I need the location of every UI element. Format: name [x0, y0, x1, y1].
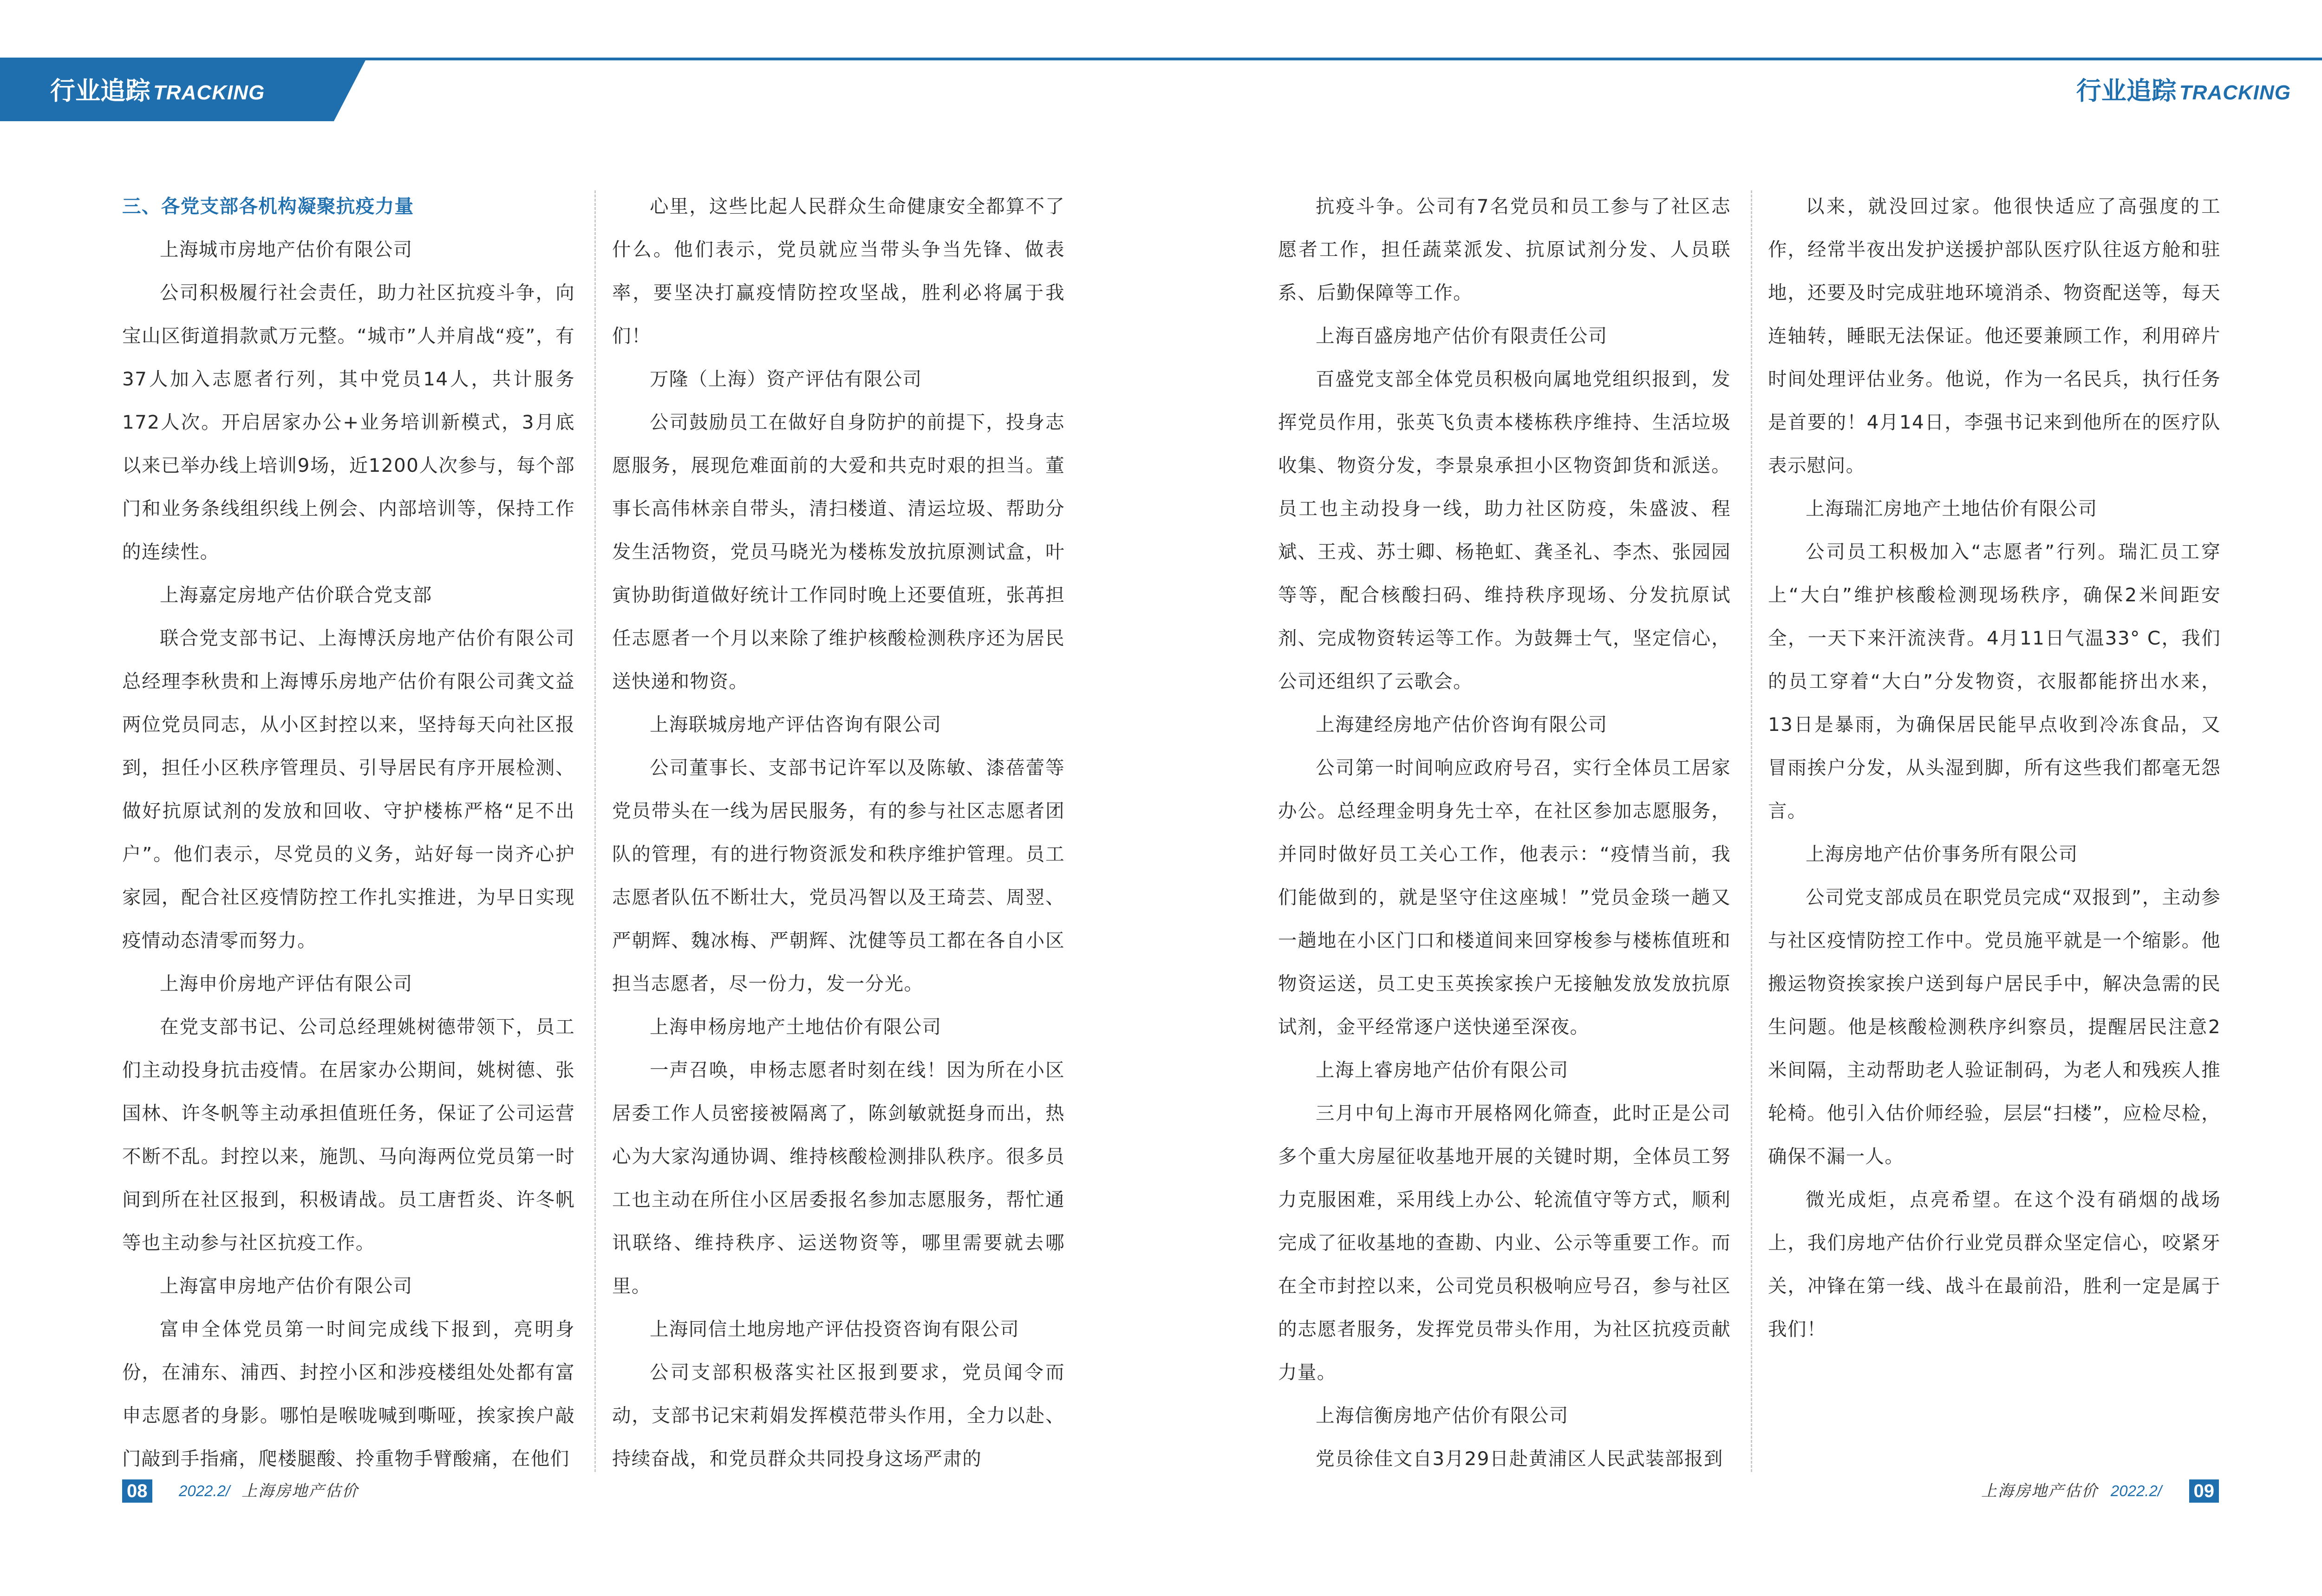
company-name: 上海联城房地产评估咨询有限公司 [650, 713, 942, 736]
section-heading: 三、各党支部各机构凝聚抗疫力量 [122, 195, 414, 217]
company-name: 上海百盛房地产估价有限责任公司 [1316, 325, 1608, 347]
company-name: 上海申杨房地产土地估价有限公司 [650, 1016, 942, 1038]
body-paragraph: 公司第一时间响应政府号召，实行全体员工居家办公。总经理金明身先士卒，在社区参加志愿服务，并同时做好员工关心工作，他表示：“疫情当前，我们能做到的，就是坚守住这座城！”党员金琰一趟又一趟地在小区门口和楼道间来回穿梭参与楼栋值班和物资运送，员工史玉英挨家挨户无接触发放发放抗原试剂，金平经常逐户送快递至深夜。 [1278, 756, 1731, 1038]
body-paragraph: 公司董事长、支部书记许军以及陈敏、漆蓓蕾等党员带头在一线为居民服务，有的参与社区志愿者团队的管理，有的进行物资派发和秩序维护管理。员工志愿者队伍不断壮大，党员冯智以及王琦芸、周翌、严朝辉、魏冰梅、严朝辉、沈健等员工都在各自小区担当志愿者，尽一份力，发一分光。 [612, 756, 1065, 995]
section-title-left-en: TRACKING [153, 81, 265, 104]
body-paragraph: 公司员工积极加入“志愿者”行列。瑞汇员工穿上“大白”维护核酸检测现场秩序，确保2米间距安全，一天下来汗流浃背。4月11日气温33° C，我们的员工穿着“大白”分发物资，衣服都能挤出水来，13日是暴雨，为确保居民能早点收到冷冻食品，又冒雨挨户分发，从头湿到脚，所有这些我们都毫无怨言。 [1768, 541, 2221, 822]
company-name: 上海同信土地房地产评估投资咨询有限公司 [650, 1318, 1020, 1340]
text-column-3 [1278, 185, 1731, 1480]
body-paragraph: 心里，这些比起人民群众生命健康安全都算不了什么。他们表示，党员就应当带头争当先锋、做表率，要坚决打赢疫情防控攻坚战，胜利必将属于我们！ [612, 195, 1065, 347]
company-name: 上海富申房地产估价有限公司 [160, 1275, 413, 1297]
section-title-right [2076, 72, 2291, 110]
text-column-4 [1768, 185, 2221, 1480]
section-title-right-en: TRACKING [2179, 81, 2291, 104]
body-paragraph: 党员徐佳文自3月29日赴黄浦区人民武装部报到 [1316, 1447, 1723, 1470]
page-number-left: 08 [122, 1479, 152, 1503]
body-paragraph: 一声召唤，申杨志愿者时刻在线！因为所在小区居委工作人员密接被隔离了，陈剑敏就挺身而出，热心为大家沟通协调、维持核酸检测排队秩序。很多员工也主动在所住小区居委报名参加志愿服务，帮忙通讯联络、维持秩序、运送物资等，哪里需要就去哪里。 [612, 1059, 1065, 1297]
body-paragraph: 富申全体党员第一时间完成线下报到，亮明身份，在浦东、浦西、封控小区和涉疫楼组处处都有富申志愿者的身影。哪怕是喉咙喊到嘶哑，挨家挨户敲门敲到手指痛，爬楼腿酸、拎重物手臂酸痛，在他们 [122, 1318, 575, 1470]
text-column-2 [612, 185, 1065, 1480]
body-paragraph: 在党支部书记、公司总经理姚树德带领下，员工们主动投身抗击疫情。在居家办公期间，姚树德、张国林、许冬帆等主动承担值班任务，保证了公司运营不断不乱。封控以来，施凯、马向海两位党员第一时间到所在社区报到，积极请战。员工唐哲炎、许冬帆等也主动参与社区抗疫工作。 [122, 1016, 575, 1254]
column-divider-right [1751, 190, 1752, 1472]
issue-label-right: 2022.2/ [2110, 1482, 2162, 1499]
company-name: 上海申价房地产评估有限公司 [160, 972, 413, 995]
body-paragraph: 以来，就没回过家。他很快适应了高强度的工作，经常半夜出发护送援护部队医疗队往返方舱和驻地，还要及时完成驻地环境消杀、物资配送等，每天连轴转，睡眠无法保证。他还要兼顾工作，利用碎片时间处理评估业务。他说，作为一名民兵，执行任务是首要的！4月14日，李强书记来到他所在的医疗队表示慰问。 [1768, 195, 2221, 476]
section-title-left-cn: 行业追踪 [50, 76, 150, 105]
section-title-left [50, 72, 265, 110]
column-divider-left [594, 190, 596, 1472]
body-paragraph: 联合党支部书记、上海博沃房地产估价有限公司总经理李秋贵和上海博乐房地产估价有限公司龚文益两位党员同志，从小区封控以来，坚持每天向社区报到，担任小区秩序管理员、引导居民有序开展检测、做好抗原试剂的发放和回收、守护楼栋严格“足不出户”。他们表示，尽党员的义务，站好每一岗齐心护家园，配合社区疫情防控工作扎实推进，为早日实现疫情动态清零而努力。 [122, 627, 575, 951]
company-name: 上海城市房地产估价有限公司 [160, 238, 413, 261]
page-number-right: 09 [2189, 1479, 2219, 1503]
company-name: 上海信衡房地产估价有限公司 [1316, 1404, 1569, 1427]
company-name: 上海房地产估价事务所有限公司 [1806, 843, 2078, 865]
body-paragraph: 微光成炬，点亮希望。在这个没有硝烟的战场上，我们房地产估价行业党员群众坚定信心，咬紧牙关，冲锋在第一线、战斗在最前沿，胜利一定是属于我们！ [1768, 1188, 2221, 1340]
body-paragraph: 抗疫斗争。公司有7名党员和员工参与了社区志愿者工作，担任蔬菜派发、抗原试剂分发、人员联系、后勤保障等工作。 [1278, 195, 1731, 304]
company-name: 上海嘉定房地产估价联合党支部 [160, 584, 432, 606]
body-paragraph: 公司支部积极落实社区报到要求，党员闻令而动，支部书记宋莉娟发挥模范带头作用，全力以赴、持续奋战，和党员群众共同投身这场严肃的 [612, 1361, 1065, 1470]
issue-label-left: 2022.2/ [179, 1482, 230, 1499]
publication-logo-right: 上海房地产估价 [1981, 1482, 2098, 1500]
company-name: 上海建经房地产估价咨询有限公司 [1316, 713, 1608, 736]
body-paragraph: 三月中旬上海市开展格网化筛查，此时正是公司多个重大房屋征收基地开展的关键时期，全体员工努力克服困难，采用线上办公、轮流值守等方式，顺利完成了征收基地的查勘、内业、公示等重要工作。而在全市封控以来，公司党员积极响应号召，参与社区的志愿者服务，发挥党员带头作用，为社区抗疫贡献力量。 [1278, 1102, 1731, 1383]
body-paragraph: 百盛党支部全体党员积极向属地党组织报到，发挥党员作用，张英飞负责本楼栋秩序维持、生活垃圾收集、物资分发，李景泉承担小区物资卸货和派送。员工也主动投身一线，助力社区防疫，朱盛波、程斌、王戎、苏士卿、杨艳虹、龚圣礼、李杰、张园园等等，配合核酸扫码、维持秩序现场、分发抗原试剂、完成物资转运等工作。为鼓舞士气，坚定信心，公司还组织了云歌会。 [1278, 368, 1731, 692]
company-name: 上海瑞汇房地产土地估价有限公司 [1806, 497, 2098, 520]
section-title-right-cn: 行业追踪 [2076, 76, 2177, 105]
publication-logo-left: 上海房地产估价 [241, 1482, 359, 1500]
text-column-1 [122, 185, 575, 1480]
body-paragraph: 公司积极履行社会责任，助力社区抗疫斗争，向宝山区街道捐款贰万元整。“城市”人并肩战“疫”，有37人加入志愿者行列，其中党员14人，共计服务172人次。开启居家办公+业务培训新模式，3月底以来已举办线上培训9场，近1200人次参与，每个部门和业务条线组织线上例会、内部培训等，保持工作的连续性。 [122, 281, 575, 563]
company-name: 上海上睿房地产估价有限公司 [1316, 1059, 1569, 1081]
company-name: 万隆（上海）资产评估有限公司 [650, 368, 922, 390]
body-paragraph: 公司鼓励员工在做好自身防护的前提下，投身志愿服务，展现危难面前的大爱和共克时艰的担当。董事长高伟林亲自带头，清扫楼道、清运垃圾、帮助分发生活物资，党员马晓光为楼栋发放抗原测试盒，叶寅协助街道做好统计工作同时晚上还要值班，张苒担任志愿者一个月以来除了维护核酸检测秩序还为居民送快递和物资。 [612, 411, 1065, 692]
body-paragraph: 公司党支部成员在职党员完成“双报到”，主动参与社区疫情防控工作中。党员施平就是一个缩影。他搬运物资挨家挨户送到每户居民手中，解决急需的民生问题。他是核酸检测秩序纠察员，提醒居民注意2米间隔，主动帮助老人验证制码，为老人和残疾人推轮椅。他引入估价师经验，层层“扫楼”，应检尽检，确保不漏一人。 [1768, 886, 2221, 1167]
